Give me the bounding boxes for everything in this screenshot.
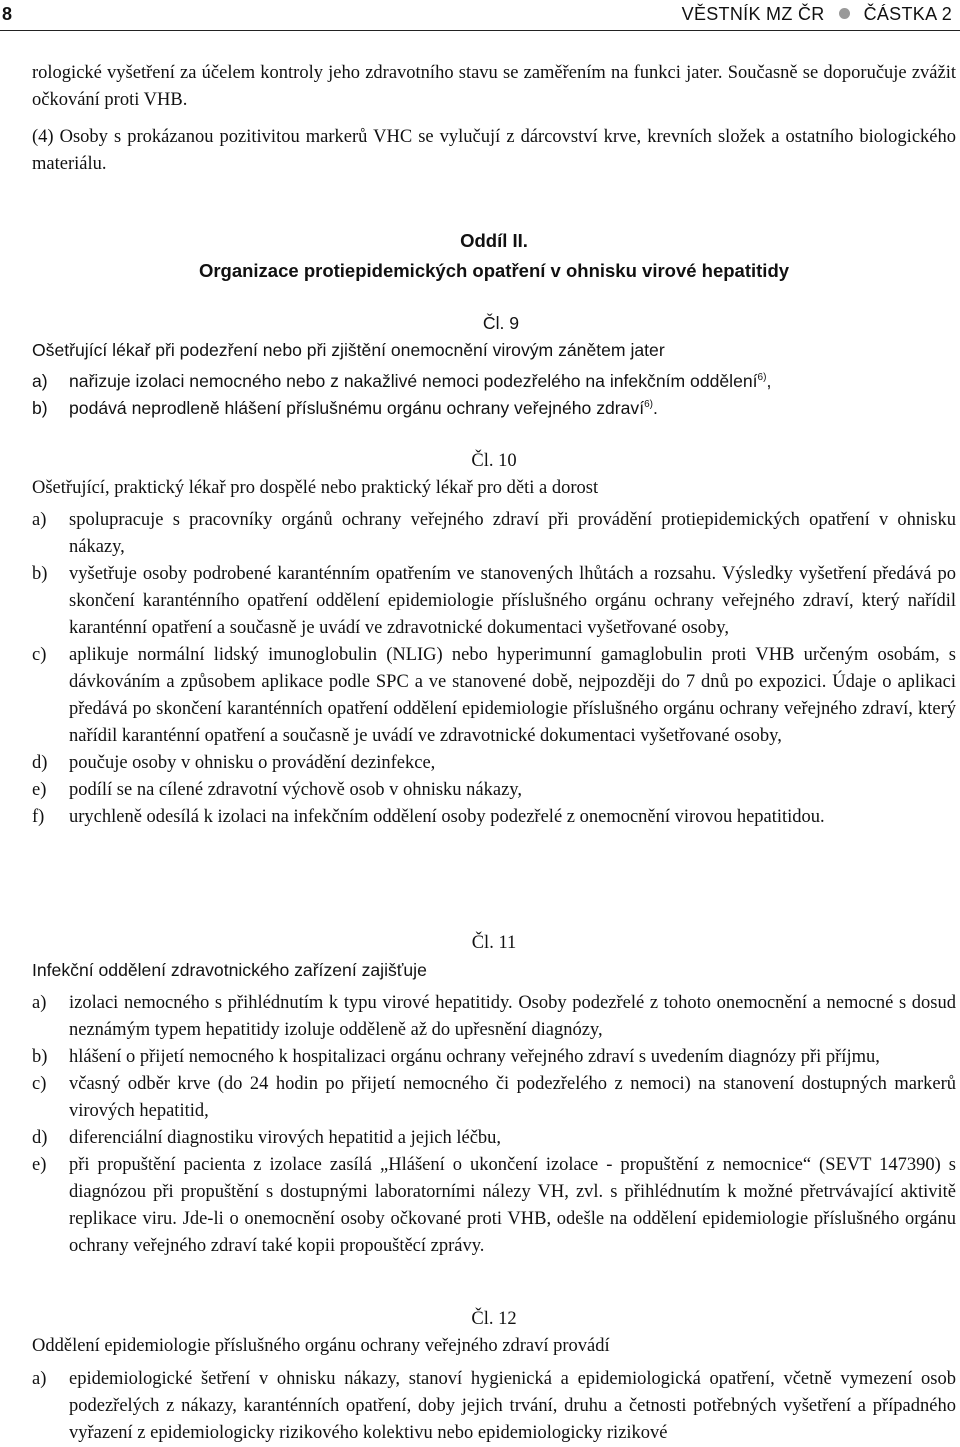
section-heading: Oddíl II.: [460, 230, 528, 251]
list-item: c) včasný odběr krve (do 24 hodin po přijetí nemocného či podezřelého z nemoci) na stanovení dostupných markerů virových hepatitid,: [32, 1074, 956, 1121]
list-item: d) diferenciální diagnostiku virových hepatitid a jejich léčbu,: [32, 1128, 502, 1148]
list-item: d) poučuje osoby v ohnisku o provádění dezinfekce,: [32, 753, 436, 773]
article-number: Čl. 11: [471, 933, 517, 953]
article-lead: Infekční oddělení zdravotnického zařízení zajišťuje: [32, 960, 427, 980]
list-item: f) urychleně odesílá k izolaci na infekčním oddělení osoby podezřelé z onemocnění virovou hepatitidou.: [32, 807, 825, 827]
page-number: 8: [2, 4, 13, 24]
list-item: c) aplikuje normální lidský imunoglobulin (NLIG) nebo hyperimunní gamaglobulin proti VHB určeným osobám, s dávkováním a způsobem aplikace podle SPC a ve stanovené době, nejpozději do 7 dnů po expozici. Údaje o aplikaci předává po skončení karanténních opatření oddělení epidemiologie příslušného orgánu ochrany veřejného zdraví, který nařídil karanténní opatření a současně je uvádí ve zdravotnické dokumentaci vyšetřované osoby,: [32, 645, 956, 746]
list-item: e) při propuštění pacienta z izolace zasílá „Hlášení o ukončení izolace - propuštění z nemocnice“ (SEVT 147390) s diagnózou při propuštění s dostupnými laboratorními nálezy VH, zvl. s přihlédnutím k možné přetrvávající aktivitě replikace viru. Jde-li o onemocnění osoby očkované proti VHB, odešle na oddělení epidemiologie příslušného orgánu ochrany veřejného zdraví také kopii propouštěcí zprávy.: [32, 1155, 956, 1256]
article-lead: Oddělení epidemiologie příslušného orgánu ochrany veřejného zdraví provádí: [32, 1336, 610, 1356]
list-item: a) spolupracuje s pracovníky orgánů ochrany veřejného zdraví při provádění protiepidemických opatření v ohnisku nákazy,: [32, 510, 956, 557]
list-item: a) izolaci nemocného s přihlédnutím k typu virové hepatitidy. Osoby podezřelé z tohoto onemocnění a nemocné s dosud neznámým typem hepatitidy izoluje odděleně až do upřesnění diagnózy,: [32, 993, 956, 1040]
article-number: Čl. 10: [471, 451, 517, 471]
bullet-dot-icon: [839, 8, 850, 19]
list-item: b) vyšetřuje osoby podrobené karanténním opatřením ve stanovených lhůtách a rozsahu. Výsledky vyšetření předává po skončení karanténního opatření oddělení epidemiologie příslušného orgánu ochrany veřejného zdraví, který nařídil karanténní opatření a současně je uvádí ve zdravotnické dokumentaci vyšetřované osoby,: [32, 564, 956, 638]
journal-title: VĚSTNÍK MZ ČR ČÁSTKA 2: [681, 4, 952, 24]
paragraph-mark: (4): [32, 127, 54, 147]
article-10: [32, 448, 956, 831]
list-item: b) podává neprodleně hlášení příslušnému orgánu ochrany veřejného zdraví$^{6)}$.: [32, 398, 658, 418]
article-9: [32, 310, 956, 422]
list-item: b) hlášení o přijetí nemocného k hospitalizaci orgánu ochrany veřejného zdraví s uvedením diagnózy při příjmu,: [32, 1047, 880, 1067]
article-12: [32, 1306, 956, 1447]
article-number: Čl. 12: [471, 1309, 517, 1329]
article-lead: Ošetřující lékař při podezření nebo při zjištění onemocnění virovým zánětem jater: [32, 340, 665, 360]
article-number: Čl. 9: [482, 313, 520, 333]
list-item: e) podílí se na cílené zdravotní výchově osob v ohnisku nákazy,: [32, 780, 522, 800]
section-header: [32, 226, 956, 286]
list-item: a) nařizuje izolaci nemocného nebo z nakažlivé nemoci podezřelého na infekčním oddělení$^{6)}$,: [32, 371, 772, 391]
article-lead: Ošetřující, praktický lékař pro dospělé nebo praktický lékař pro děti a dorost: [32, 478, 599, 498]
article-11: [32, 930, 956, 1260]
section-title: Organizace protiepidemických opatření v ohnisku virové hepatitidy: [198, 260, 790, 281]
intro-continuation: rologické vyšetření za účelem kontroly jeho zdravotního stavu se zaměřením na funkci jater. Současně se doporučuje zvážit očkování proti VHB.: [32, 63, 956, 110]
journal-part: ČÁSTKA 2: [863, 4, 952, 24]
list-item: a) epidemiologické šetření v ohnisku nákazy, stanoví hygienická a epidemiologická opatření, včetně vymezení osob podezřelých z nákazy, karanténních opatření, doby jejich trvání, druhu a četnosti potřebných vyšetření a případného vyřazení z epidemiologicky rizikového kolektivu nebo epidemiologicky rizikové: [32, 1369, 956, 1443]
paragraph-4: (4) Osoby s prokázanou pozitivitou markerů VHC se vylučují z dárcovství krve, krevních složek a ostatního biologického materiálu.: [32, 127, 956, 174]
page-header: [0, 0, 960, 31]
